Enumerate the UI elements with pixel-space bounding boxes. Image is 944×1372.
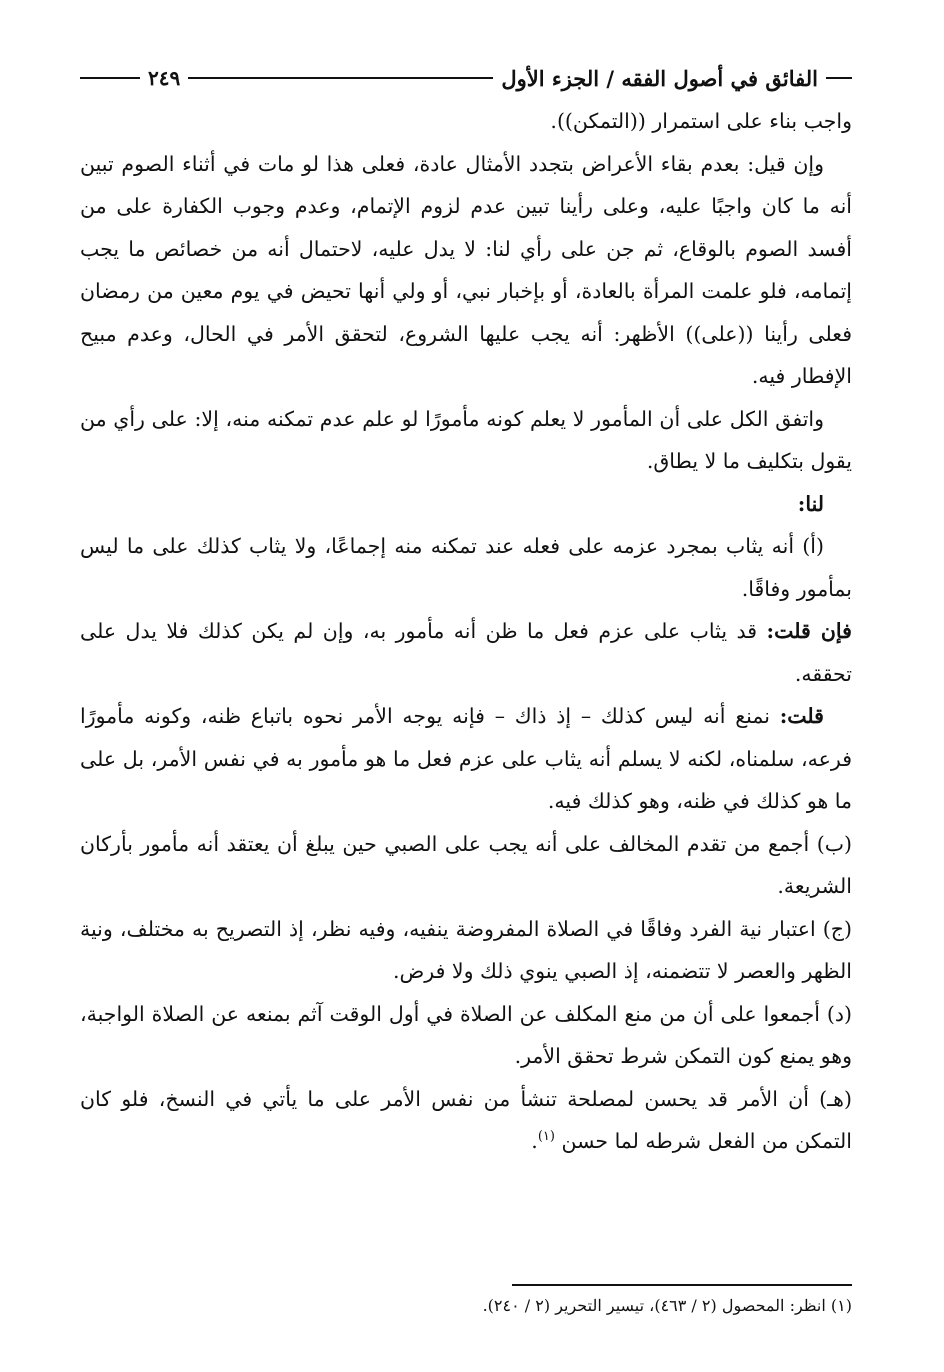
point-c: (ج) اعتبار نية الفرد وفاقًا في الصلاة المفروضة ينفيه، وفيه نظر، إذ التصريح به مختلف، ونية الظهر والعصر لا تتضمنه، إذ الصبي ينوي ذلك ولا فرض. (80, 916, 852, 983)
header-dash-right (826, 77, 852, 79)
paragraph-2: وإن قيل: بعدم بقاء الأعراض بتجدد الأمثال عادة، فعلى هذا لو مات في أثناء الصوم تبين أنه ما كان واجبًا عليه، وعلى رأينا تبين عدم لزوم الإتمام، وعدم وجوب الكفارة على من أفسد الصوم بالوقاع، ثم جن على رأي لنا: لا يدل عليه، لاحتمال أنه من خصائص ما يجب إتمامه، فلو علمت المرأة بالعادة، أو بإخبار نبي، أو ولي أنها تحيض في يوم معين من رمضان فعلى رأينا ((على)) الأظهر: أنه يجب عليها الشروع، لتحقق الأمر في الحال، وعدم مبيح الإفطار فيه. (80, 151, 852, 388)
section-heading: لنا: (797, 491, 824, 516)
footnote-separator (512, 1284, 852, 1286)
paragraph-1: واجب بناء على استمرار ((التمكن)). (550, 109, 852, 133)
book-title: الفائق في أصول الفقه / الجزء الأول (501, 65, 818, 91)
paragraph-3: واتفق الكل على أن المأمور لا يعلم كونه مأمورًا لو علم عدم تمكنه منه، إلا: على رأي من يقول بتكليف ما لا يطاق. (80, 406, 852, 473)
page-number: ٢٤٩ (148, 66, 181, 90)
reply-text: نمنع أنه ليس كذلك – إذ ذاك – فإنه يوجه الأمر نحوه باتباع ظنه، وكونه مأمورًا فرعه، سلمناه، لكنه لا يسلم أنه يثاب على عزم فعل ما هو مأمور به في نفس الأمر، بل على ما هو كذلك في ظنه، وهو كذلك فيه. (80, 704, 852, 813)
reply-paragraph (80, 695, 852, 823)
point-e (80, 1078, 852, 1163)
running-header (80, 60, 852, 96)
footnote: (١) انظر: المحصول (٢ / ٤٦٣)، تيسير التحرير (٢ / ٢٤٠). (482, 1296, 852, 1315)
point-a-text: أنه يثاب بمجرد عزمه على فعله عند تمكنه منه إجماعًا، ولا يثاب كذلك على ما ليس بمأمور وفاقًا. (80, 534, 852, 601)
point-e-text: (هـ) أن الأمر قد يحسن لمصلحة تنشأ من نفس الأمر على ما يأتي في النسخ، فلو كان التمكن من الفعل شرطه لما حسن (80, 1086, 852, 1153)
point-a (80, 525, 852, 610)
reply-lead: قلت: (779, 704, 824, 728)
objection-lead: فإن قلت: (766, 619, 852, 643)
objection-text: قد يثاب على عزم فعل ما ظن أنه مأمور به، وإن لم يكن كذلك فلا يدل على تحققه. (80, 619, 852, 686)
point-a-label: (أ) (802, 534, 824, 558)
book-page (80, 48, 852, 1348)
point-e-end: . (531, 1129, 538, 1153)
header-dash-left (80, 77, 140, 79)
point-b: (ب) أجمع من تقدم المخالف على أنه يجب على الصبي حين يبلغ أن يعتقد أنه مأمور بأركان الشريعة. (80, 831, 852, 898)
header-rule (188, 77, 493, 79)
footnote-marker[interactable]: (١) (537, 1129, 555, 1145)
page-body (80, 100, 852, 1163)
point-d: (د) أجمعوا على أن من منع المكلف عن الصلاة في أول الوقت آثم بمنعه عن الصلاة الواجبة، وهو يمنع كون التمكن شرط تحقق الأمر. (80, 1001, 852, 1068)
objection-paragraph (80, 610, 852, 695)
